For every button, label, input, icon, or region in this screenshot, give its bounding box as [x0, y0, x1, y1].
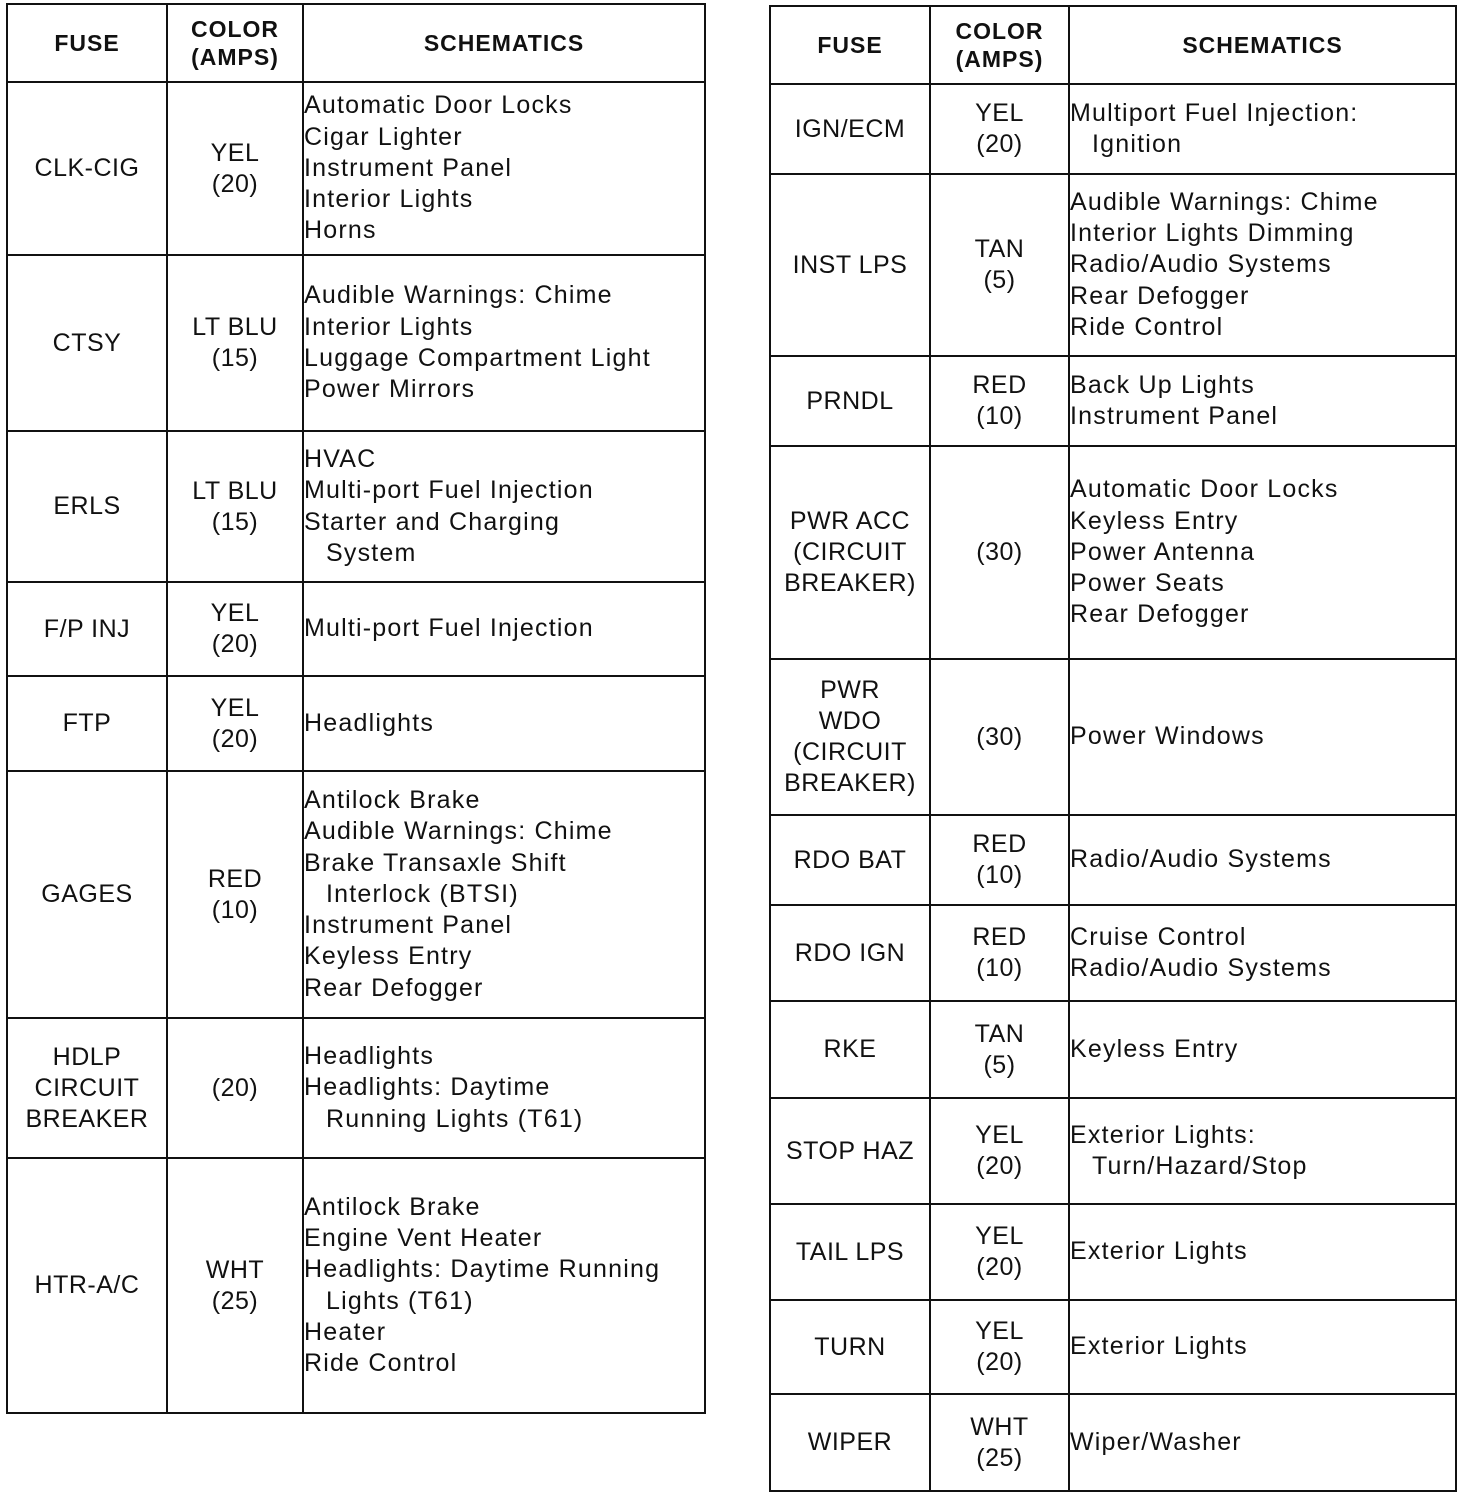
- fuse-name-line: CIRCUIT: [34, 1073, 140, 1102]
- color-amps-cell: [930, 815, 1069, 905]
- color-amps-cell: [930, 659, 1069, 815]
- schematic-line: Instrument Panel: [304, 153, 513, 182]
- color-amps-line: RED: [972, 371, 1027, 399]
- schematic-line: Luggage Compartment Light: [304, 344, 651, 372]
- color-amps-line: RED: [207, 864, 263, 893]
- schematic-line: Cigar Lighter: [304, 122, 463, 151]
- fuse-name-line: INST LPS: [792, 250, 908, 279]
- fuse-row: [770, 1204, 1456, 1300]
- fuse-name-line: IGN/ECM: [794, 114, 906, 143]
- fuse-row: [7, 431, 705, 582]
- color-amps-cell: [930, 356, 1069, 446]
- fuse-name-line: RDO BAT: [793, 845, 907, 874]
- schematic-line: Ignition: [1092, 130, 1183, 158]
- schematic-line: Brake Transaxle Shift: [304, 848, 567, 877]
- fuse-name-cell: [770, 1204, 930, 1300]
- fuse-name-cell: [770, 446, 930, 659]
- header-fuse: FUSE: [7, 4, 167, 82]
- header-color-line2: (AMPS): [955, 46, 1044, 72]
- schematic-line: Multiport Fuel Injection:: [1070, 98, 1359, 127]
- schematic-line: Horns: [304, 216, 377, 245]
- fuse-row: [770, 1098, 1456, 1204]
- color-amps-line: (10): [976, 402, 1023, 430]
- color-amps-line: TAN: [974, 1019, 1025, 1048]
- fuse-row: [7, 82, 705, 255]
- fuse-name-cell: [7, 676, 167, 771]
- fuse-table-left-body: [7, 82, 705, 1413]
- fuse-name-cell: [770, 905, 930, 1001]
- color-amps-cell: [167, 771, 303, 1018]
- color-amps-line: YEL: [975, 1121, 1024, 1149]
- color-amps-line: (25): [211, 1286, 259, 1315]
- color-amps-line: TAN: [974, 235, 1025, 263]
- schematics-cell: [1069, 446, 1456, 659]
- schematics-cell: [303, 771, 705, 1018]
- color-amps-line: (10): [976, 861, 1023, 889]
- schematics-cell: [303, 431, 705, 582]
- color-amps-cell: [167, 1018, 303, 1158]
- color-amps-cell: [167, 676, 303, 771]
- schematic-line: Radio/Audio Systems: [1070, 954, 1332, 982]
- color-amps-line: YEL: [210, 138, 260, 167]
- schematic-line: Exterior Lights: [1070, 1332, 1248, 1361]
- schematic-line: Audible Warnings: Chime: [1070, 187, 1379, 216]
- schematic-line: Wiper/Washer: [1070, 1427, 1242, 1456]
- schematics-cell: [1069, 356, 1456, 446]
- fuse-row: [770, 356, 1456, 446]
- color-amps-line: LT BLU: [192, 313, 278, 341]
- fuse-name-line: PWR ACC: [789, 507, 911, 535]
- schematic-line: Interior Lights: [304, 312, 474, 341]
- fuse-name-line: TAIL LPS: [795, 1237, 905, 1266]
- fuse-name-line: RDO IGN: [794, 938, 906, 967]
- schematic-line: Keyless Entry: [1070, 506, 1239, 535]
- color-amps-line: (10): [976, 954, 1023, 982]
- fuse-row: [7, 1158, 705, 1413]
- color-amps-line: (20): [976, 1253, 1023, 1281]
- schematic-line: Audible Warnings: Chime: [304, 817, 613, 846]
- fuse-row: [7, 255, 705, 431]
- fuse-name-cell: [770, 1098, 930, 1204]
- schematic-line: Turn/Hazard/Stop: [1092, 1152, 1308, 1180]
- schematics-cell: [303, 676, 705, 771]
- color-amps-cell: [167, 255, 303, 431]
- color-amps-line: YEL: [210, 693, 260, 722]
- fuse-row: [7, 676, 705, 771]
- schematic-line: HVAC: [304, 444, 377, 473]
- schematic-line: Automatic Door Locks: [1070, 475, 1339, 504]
- fuse-name-line: PRNDL: [806, 386, 894, 415]
- fuse-name-cell: [770, 815, 930, 905]
- schematics-cell: [303, 1158, 705, 1413]
- fuse-row: [7, 771, 705, 1018]
- fuse-name-line: WIPER: [807, 1428, 893, 1456]
- fuse-name-line: ERLS: [53, 492, 121, 520]
- fuse-name-cell: [7, 1018, 167, 1158]
- color-amps-line: YEL: [975, 1222, 1024, 1250]
- fuse-name-cell: [7, 582, 167, 676]
- schematic-line: Ride Control: [304, 1349, 458, 1378]
- schematic-line: Audible Warnings: Chime: [304, 281, 613, 310]
- color-amps-line: (20): [211, 169, 259, 198]
- schematic-line: Rear Defogger: [304, 973, 484, 1002]
- schematics-cell: [303, 1018, 705, 1158]
- color-amps-line: (15): [211, 507, 259, 536]
- color-amps-line: YEL: [975, 1317, 1024, 1345]
- schematic-line: Running Lights (T61): [326, 1104, 584, 1133]
- fuse-name-cell: [770, 659, 930, 815]
- color-amps-line: (20): [976, 130, 1023, 158]
- fuse-name-line: WDO: [818, 707, 882, 735]
- fuse-name-line: GAGES: [41, 880, 133, 908]
- fuse-name-cell: [770, 1001, 930, 1098]
- schematic-line: System: [326, 538, 417, 567]
- schematic-line: Back Up Lights: [1070, 370, 1255, 399]
- fuse-name-line: F/P INJ: [43, 614, 131, 643]
- fuse-name-cell: [770, 84, 930, 174]
- color-amps-cell: [167, 582, 303, 676]
- color-amps-line: (20): [211, 630, 259, 658]
- fuse-name-line: HDLP: [52, 1042, 122, 1071]
- color-amps-line: (15): [211, 344, 259, 372]
- color-amps-line: (5): [983, 1050, 1016, 1079]
- fuse-name-line: (CIRCUIT: [793, 738, 907, 766]
- color-amps-cell: [930, 84, 1069, 174]
- schematics-cell: [1069, 1204, 1456, 1300]
- color-amps-cell: [930, 1300, 1069, 1394]
- color-amps-line: YEL: [975, 99, 1024, 127]
- schematic-line: Starter and Charging: [304, 507, 561, 536]
- schematic-line: Lights (T61): [326, 1286, 474, 1315]
- schematic-line: Instrument Panel: [1070, 402, 1279, 430]
- color-amps-line: (25): [976, 1443, 1023, 1472]
- schematic-line: Power Antenna: [1070, 537, 1256, 566]
- color-amps-cell: [930, 1098, 1069, 1204]
- color-amps-line: WHT: [205, 1255, 265, 1284]
- fuse-name-cell: [7, 255, 167, 431]
- schematic-line: Antilock Brake: [304, 785, 481, 814]
- fuse-row: [7, 1018, 705, 1158]
- schematic-line: Heater: [304, 1317, 387, 1346]
- color-amps-line: (10): [211, 895, 259, 924]
- fuse-name-cell: [770, 1300, 930, 1394]
- schematic-line: Interlock (BTSI): [326, 879, 519, 908]
- fuse-row: [770, 446, 1456, 659]
- color-amps-cell: [930, 446, 1069, 659]
- fuse-row: [770, 84, 1456, 174]
- schematic-line: Multi-port Fuel Injection: [304, 476, 594, 505]
- header-color-amps: [167, 4, 303, 82]
- schematic-line: Rear Defogger: [1070, 600, 1250, 629]
- fuse-name-line: (CIRCUIT: [793, 538, 907, 566]
- fuse-name-cell: [7, 771, 167, 1018]
- header-color-amps: [930, 6, 1069, 84]
- schematic-line: Headlights: [304, 708, 435, 737]
- fuse-name-cell: [770, 356, 930, 446]
- schematics-cell: [1069, 1001, 1456, 1098]
- color-amps-cell: [167, 82, 303, 255]
- color-amps-line: (20): [976, 1348, 1023, 1376]
- fuse-name-cell: [7, 1158, 167, 1413]
- schematics-cell: [1069, 905, 1456, 1001]
- fuse-name-line: CLK-CIG: [34, 154, 140, 182]
- fuse-name-line: HTR-A/C: [34, 1271, 140, 1299]
- color-amps-line: RED: [972, 923, 1027, 951]
- color-amps-cell: [930, 1001, 1069, 1098]
- fuse-name-line: STOP HAZ: [785, 1136, 915, 1165]
- fuse-row: [7, 582, 705, 676]
- color-amps-line: (30): [976, 538, 1023, 566]
- schematic-line: Headlights: Daytime: [304, 1073, 551, 1102]
- header-fuse: FUSE: [770, 6, 930, 84]
- schematics-cell: [1069, 659, 1456, 815]
- schematic-line: Keyless Entry: [1070, 1034, 1239, 1063]
- color-amps-line: (20): [976, 1152, 1023, 1180]
- fuse-row: [770, 1300, 1456, 1394]
- schematic-line: Radio/Audio Systems: [1070, 845, 1332, 874]
- schematic-line: Keyless Entry: [304, 942, 473, 971]
- header-row: [770, 6, 1456, 84]
- header-schematics: SCHEMATICS: [1069, 6, 1456, 84]
- header-color-line1: COLOR: [190, 16, 280, 42]
- color-amps-cell: [930, 905, 1069, 1001]
- schematic-line: Radio/Audio Systems: [1070, 250, 1332, 279]
- color-amps-cell: [930, 1394, 1069, 1491]
- color-amps-line: WHT: [970, 1412, 1029, 1441]
- color-amps-cell: [167, 1158, 303, 1413]
- fuse-name-line: FTP: [62, 709, 112, 737]
- color-amps-line: (5): [983, 266, 1016, 294]
- schematic-line: Headlights: Daytime Running: [304, 1255, 661, 1284]
- fuse-row: [770, 1001, 1456, 1098]
- fuse-name-line: BREAKER): [784, 769, 916, 797]
- fuse-name-cell: [770, 174, 930, 356]
- fuse-name-line: CTSY: [52, 328, 122, 357]
- fuse-row: [770, 815, 1456, 905]
- fuse-name-line: RKE: [823, 1035, 877, 1063]
- fuse-name-cell: [7, 82, 167, 255]
- fuse-name-cell: [7, 431, 167, 582]
- color-amps-line: LT BLU: [192, 476, 278, 505]
- schematic-line: Power Windows: [1070, 722, 1265, 751]
- color-amps-line: (20): [211, 1073, 259, 1102]
- color-amps-cell: [930, 174, 1069, 356]
- fuse-row: [770, 659, 1456, 815]
- schematics-cell: [303, 255, 705, 431]
- schematic-line: Headlights: [304, 1042, 435, 1071]
- schematic-line: Interior Lights: [304, 185, 474, 214]
- schematic-line: Multi-port Fuel Injection: [304, 614, 594, 643]
- header-schematics: SCHEMATICS: [303, 4, 705, 82]
- fuse-table-left: [6, 3, 706, 1414]
- color-amps-line: YEL: [210, 599, 260, 627]
- fuse-row: [770, 905, 1456, 1001]
- schematic-line: Instrument Panel: [304, 911, 513, 940]
- fuse-row: [770, 1394, 1456, 1491]
- header-row: [7, 4, 705, 82]
- schematics-cell: [1069, 1098, 1456, 1204]
- schematic-line: Ride Control: [1070, 312, 1224, 341]
- schematics-cell: [303, 582, 705, 676]
- fuse-table-right: [769, 5, 1457, 1492]
- header-color-line1: COLOR: [955, 18, 1044, 44]
- color-amps-cell: [930, 1204, 1069, 1300]
- header-color-line2: (AMPS): [191, 44, 279, 70]
- fuse-name-line: PWR: [820, 676, 880, 704]
- color-amps-line: (20): [211, 724, 259, 753]
- schematic-line: Automatic Door Locks: [304, 91, 573, 120]
- schematics-cell: [303, 82, 705, 255]
- schematic-line: Engine Vent Heater: [304, 1223, 543, 1252]
- schematics-cell: [1069, 1394, 1456, 1491]
- schematics-cell: [1069, 1300, 1456, 1394]
- schematic-line: Power Mirrors: [304, 375, 476, 404]
- schematic-line: Rear Defogger: [1070, 281, 1250, 310]
- fuse-row: [770, 174, 1456, 356]
- fuse-name-cell: [770, 1394, 930, 1491]
- fuse-table-right-body: [770, 84, 1456, 1491]
- color-amps-line: (30): [976, 722, 1023, 751]
- fuse-name-line: TURN: [814, 1332, 886, 1361]
- fuse-name-line: BREAKER: [25, 1104, 149, 1133]
- schematics-cell: [1069, 84, 1456, 174]
- schematic-line: Exterior Lights:: [1070, 1120, 1256, 1149]
- schematic-line: Exterior Lights: [1070, 1237, 1248, 1266]
- schematic-line: Cruise Control: [1070, 922, 1247, 951]
- schematics-cell: [1069, 174, 1456, 356]
- schematics-cell: [1069, 815, 1456, 905]
- color-amps-cell: [167, 431, 303, 582]
- schematic-line: Interior Lights Dimming: [1070, 219, 1355, 248]
- color-amps-line: RED: [972, 830, 1027, 858]
- fuse-name-line: BREAKER): [784, 569, 916, 597]
- schematic-line: Antilock Brake: [304, 1192, 481, 1221]
- schematic-line: Power Seats: [1070, 569, 1225, 598]
